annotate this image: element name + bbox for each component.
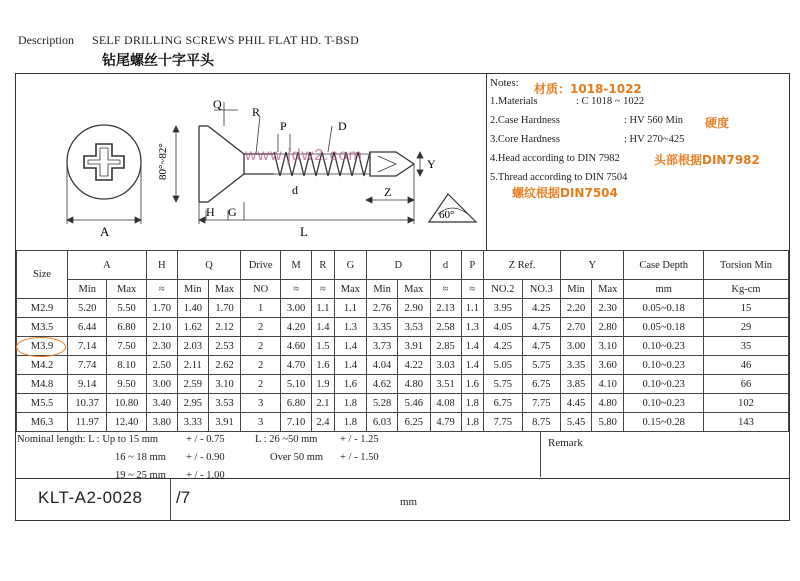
value-cell: 7.75 — [522, 394, 560, 413]
size-cell: M6.3 — [17, 413, 68, 432]
value-cell: 2.50 — [146, 356, 177, 375]
document-code: KLT-A2-0028 — [38, 488, 143, 507]
dim-l-label: L — [300, 224, 308, 239]
notes-title: Notes: — [490, 77, 519, 89]
value-cell: 4.25 — [484, 337, 522, 356]
value-cell: 2.95 — [177, 394, 208, 413]
value-cell: 4.04 — [367, 356, 398, 375]
value-cell: 2.11 — [177, 356, 208, 375]
header-r: R — [312, 251, 335, 280]
value-cell: 2.85 — [430, 337, 461, 356]
header-q: Q — [177, 251, 240, 280]
value-cell: 6.75 — [522, 375, 560, 394]
value-cell: 0.15~0.28 — [624, 413, 704, 432]
value-cell: 3.35 — [561, 356, 592, 375]
length-range-5: 19 ~ 25 mm — [115, 470, 166, 481]
tolerance-label: Nominal length: L : Up to 15 mm — [17, 434, 159, 445]
header-g: G — [334, 251, 366, 280]
value-cell: 1.9 — [312, 375, 335, 394]
value-cell: 10.80 — [107, 394, 146, 413]
subheader-cell: Min — [367, 280, 398, 299]
annotation-thread: 螺纹根据DIN7504 — [512, 186, 618, 200]
note-case-hardness: 2.Case Hardness — [490, 115, 560, 126]
length-range-4: Over 50 mm — [270, 452, 324, 463]
value-cell: 0.10~0.23 — [624, 356, 704, 375]
value-cell: 5.80 — [592, 413, 624, 432]
description-label: Description — [18, 33, 74, 47]
table-subheader-row — [17, 280, 789, 299]
value-cell: 3.10 — [592, 337, 624, 356]
value-cell: 2 — [241, 356, 281, 375]
value-cell: 2.12 — [208, 318, 240, 337]
value-cell: 2.20 — [561, 299, 592, 318]
note-case-hardness-value: : HV 560 Min — [624, 115, 684, 126]
length-range-2: L : 26 ~50 mm — [255, 434, 318, 445]
description-text: SELF DRILLING SCREWS PHIL FLAT HD. T-BSD — [92, 33, 360, 47]
dim-h-label: H — [206, 205, 215, 219]
value-cell: 10.37 — [68, 394, 107, 413]
value-cell: 2 — [241, 375, 281, 394]
value-cell: 1.6 — [461, 375, 484, 394]
subheader-cell: Min — [561, 280, 592, 299]
value-cell: 3.33 — [177, 413, 208, 432]
table-row — [17, 413, 789, 432]
value-cell: 0.10~0.23 — [624, 394, 704, 413]
subheader-cell: Max — [208, 280, 240, 299]
value-cell: 3.80 — [146, 413, 177, 432]
value-cell: 5.46 — [398, 394, 430, 413]
annotation-head: 头部根据DIN7982 — [654, 153, 760, 167]
table-row — [17, 337, 789, 356]
value-cell: 3.85 — [561, 375, 592, 394]
value-cell: 5.10 — [281, 375, 312, 394]
value-cell: 7.14 — [68, 337, 107, 356]
note-materials: 1.Materials — [490, 96, 538, 107]
value-cell: 5.20 — [68, 299, 107, 318]
value-cell: 6.44 — [68, 318, 107, 337]
header-d: D — [367, 251, 430, 280]
dim-a-label: A — [100, 224, 110, 239]
value-cell: 143 — [703, 413, 788, 432]
dim-z-label: Z — [384, 185, 392, 199]
value-cell: 1.4 — [334, 337, 366, 356]
value-cell: 4.80 — [592, 394, 624, 413]
length-range-3: 16 ~ 18 mm — [115, 452, 166, 463]
value-cell: 66 — [703, 375, 788, 394]
value-cell: 1.8 — [461, 394, 484, 413]
value-cell: 5.50 — [107, 299, 146, 318]
value-cell: 4.25 — [522, 299, 560, 318]
dim-r-label: R — [252, 105, 261, 119]
value-cell: 3.91 — [398, 337, 430, 356]
note-core-hardness-value: : HV 270~425 — [624, 134, 685, 145]
table-row — [17, 356, 789, 375]
watermark: www.jdw2.com — [245, 147, 363, 164]
size-cell: M4.2 — [17, 356, 68, 375]
value-cell: 3 — [241, 413, 281, 432]
value-cell: 3.53 — [208, 394, 240, 413]
dim-y-label: Y — [427, 157, 436, 171]
value-cell: 1.1 — [312, 299, 335, 318]
dim-g-label: G — [228, 205, 237, 219]
value-cell: 1.8 — [334, 394, 366, 413]
value-cell: 1 — [241, 299, 281, 318]
value-cell: 4.05 — [484, 318, 522, 337]
header-p: P — [461, 251, 484, 280]
value-cell: 5.75 — [522, 356, 560, 375]
value-cell: 5.75 — [484, 375, 522, 394]
tolerance-1: + / - 0.75 — [186, 434, 225, 445]
value-cell: 0.05~0.18 — [624, 299, 704, 318]
value-cell: 4.20 — [281, 318, 312, 337]
value-cell: 3 — [241, 394, 281, 413]
value-cell: 6.80 — [281, 394, 312, 413]
tip-angle-label: 60° — [439, 209, 455, 221]
table-row — [17, 394, 789, 413]
spec-table-body — [17, 299, 789, 432]
value-cell: 1.4 — [334, 356, 366, 375]
value-cell: 1.6 — [334, 375, 366, 394]
subheader-cell: NO — [241, 280, 281, 299]
value-cell: 4.79 — [430, 413, 461, 432]
value-cell: 1.5 — [312, 337, 335, 356]
subheader-cell: Min — [177, 280, 208, 299]
value-cell: 8.10 — [107, 356, 146, 375]
value-cell: 2.30 — [592, 299, 624, 318]
size-cell: M5.5 — [17, 394, 68, 413]
value-cell: 3.35 — [367, 318, 398, 337]
value-cell: 1.3 — [461, 318, 484, 337]
subheader-cell: Min — [68, 280, 107, 299]
value-cell: 2.70 — [561, 318, 592, 337]
value-cell: 2.30 — [146, 337, 177, 356]
value-cell: 3.60 — [592, 356, 624, 375]
value-cell: 4.75 — [522, 337, 560, 356]
tolerance-5: + / - 1.00 — [186, 470, 225, 481]
value-cell: 5.05 — [484, 356, 522, 375]
footer-separator — [170, 479, 171, 521]
value-cell: 1.6 — [312, 356, 335, 375]
footer-divider — [16, 478, 789, 479]
value-cell: 4.70 — [281, 356, 312, 375]
value-cell: 2.58 — [430, 318, 461, 337]
head-top-view — [67, 125, 141, 199]
value-cell: 4.75 — [522, 318, 560, 337]
value-cell: 11.97 — [68, 413, 107, 432]
value-cell: 2.53 — [208, 337, 240, 356]
subheader-cell: NO.3 — [522, 280, 560, 299]
header-y: Y — [561, 251, 624, 280]
value-cell: 7.74 — [68, 356, 107, 375]
value-cell: 3.00 — [561, 337, 592, 356]
subheader-cell: Max — [592, 280, 624, 299]
note-core-hardness: 3.Core Hardness — [490, 134, 560, 145]
value-cell: 2 — [241, 337, 281, 356]
value-cell: 6.80 — [107, 318, 146, 337]
value-cell: 1.4 — [461, 356, 484, 375]
value-cell: 12.40 — [107, 413, 146, 432]
value-cell: 4.22 — [398, 356, 430, 375]
value-cell: 35 — [703, 337, 788, 356]
value-cell: 2.90 — [398, 299, 430, 318]
head-angle-label: 80°~82° — [157, 143, 169, 180]
tolerance-3: + / - 0.90 — [186, 452, 225, 463]
subheader-cell: mm — [624, 280, 704, 299]
table-row — [17, 299, 789, 318]
value-cell: 9.50 — [107, 375, 146, 394]
remark-label: Remark — [548, 437, 583, 449]
unit-label: mm — [400, 496, 418, 508]
value-cell: 3.00 — [146, 375, 177, 394]
value-cell: 1.3 — [334, 318, 366, 337]
value-cell: 3.95 — [484, 299, 522, 318]
value-cell: 3.73 — [367, 337, 398, 356]
chinese-title: 钻尾螺丝十字平头 — [102, 53, 214, 69]
value-cell: 2.76 — [367, 299, 398, 318]
note-materials-value: : C 1018 ~ 1022 — [576, 96, 645, 107]
size-cell: M2.9 — [17, 299, 68, 318]
header-drive: Drive — [241, 251, 281, 280]
value-cell: 1.4 — [312, 318, 335, 337]
value-cell: 1.4 — [461, 337, 484, 356]
value-cell: 3.51 — [430, 375, 461, 394]
value-cell: 3.53 — [398, 318, 430, 337]
value-cell: 9.14 — [68, 375, 107, 394]
value-cell: 3.40 — [146, 394, 177, 413]
subheader-cell: Max — [334, 280, 366, 299]
value-cell: 5.28 — [367, 394, 398, 413]
value-cell: 3.00 — [281, 299, 312, 318]
value-cell: 2.59 — [177, 375, 208, 394]
size-cell: M3.9 — [17, 337, 68, 356]
value-cell: 1.70 — [146, 299, 177, 318]
note-head: 4.Head according to DIN 7982 — [490, 153, 620, 164]
value-cell: 6.75 — [484, 394, 522, 413]
value-cell: 3.10 — [208, 375, 240, 394]
value-cell: 0.10~0.23 — [624, 337, 704, 356]
tolerance-4: + / - 1.50 — [340, 452, 379, 463]
value-cell: 2.4 — [312, 413, 335, 432]
value-cell: 7.10 — [281, 413, 312, 432]
value-cell: 2.13 — [430, 299, 461, 318]
subheader-cell: ≈ — [430, 280, 461, 299]
subheader-cell: Max — [107, 280, 146, 299]
value-cell: 0.10~0.23 — [624, 375, 704, 394]
value-cell: 4.62 — [367, 375, 398, 394]
value-cell: 2.03 — [177, 337, 208, 356]
value-cell: 1.1 — [461, 299, 484, 318]
value-cell: 1.8 — [461, 413, 484, 432]
annotation-hardness: 硬度 — [705, 116, 730, 130]
size-cell: M3.5 — [17, 318, 68, 337]
value-cell: 4.08 — [430, 394, 461, 413]
value-cell: 3.03 — [430, 356, 461, 375]
value-cell: 29 — [703, 318, 788, 337]
dim-d-small-label: d — [292, 183, 298, 197]
header-z-ref: Z Ref. — [484, 251, 561, 280]
subheader-cell: ≈ — [461, 280, 484, 299]
subheader-cell: ≈ — [146, 280, 177, 299]
value-cell: 46 — [703, 356, 788, 375]
header-size: Size — [17, 251, 68, 299]
page-number: /7 — [176, 488, 191, 507]
value-cell: 8.75 — [522, 413, 560, 432]
header-a: A — [68, 251, 147, 280]
value-cell: 15 — [703, 299, 788, 318]
value-cell: 6.25 — [398, 413, 430, 432]
value-cell: 102 — [703, 394, 788, 413]
value-cell: 5.45 — [561, 413, 592, 432]
value-cell: 7.50 — [107, 337, 146, 356]
value-cell: 4.10 — [592, 375, 624, 394]
header-d-small: d — [430, 251, 461, 280]
tolerance-2: + / - 1.25 — [340, 434, 379, 445]
subheader-cell: Kg-cm — [703, 280, 788, 299]
value-cell: 2.62 — [208, 356, 240, 375]
value-cell: 2.1 — [312, 394, 335, 413]
value-cell: 3.91 — [208, 413, 240, 432]
note-thread: 5.Thread according to DIN 7504 — [490, 172, 628, 183]
spec-table — [16, 250, 789, 432]
value-cell: 4.80 — [398, 375, 430, 394]
dim-q-label: Q — [213, 97, 222, 111]
value-cell: 1.62 — [177, 318, 208, 337]
value-cell: 1.40 — [177, 299, 208, 318]
value-cell: 1.8 — [334, 413, 366, 432]
value-cell: 4.60 — [281, 337, 312, 356]
subheader-cell: ≈ — [312, 280, 335, 299]
dim-p-label: P — [280, 119, 287, 133]
value-cell: 2.80 — [592, 318, 624, 337]
value-cell: 7.75 — [484, 413, 522, 432]
header-h: H — [146, 251, 177, 280]
highlight-circle-m3-9 — [16, 337, 66, 357]
subheader-cell: ≈ — [281, 280, 312, 299]
value-cell: 1.1 — [334, 299, 366, 318]
value-cell: 1.70 — [208, 299, 240, 318]
annotation-material: 材质：1018-1022 — [534, 82, 642, 96]
table-row — [17, 318, 789, 337]
subheader-cell: NO.2 — [484, 280, 522, 299]
value-cell: 4.45 — [561, 394, 592, 413]
value-cell: 2 — [241, 318, 281, 337]
table-row — [17, 375, 789, 394]
dim-d-label: D — [338, 119, 347, 133]
header-case-depth: Case Depth — [624, 251, 704, 280]
size-cell: M4.8 — [17, 375, 68, 394]
value-cell: 2.10 — [146, 318, 177, 337]
value-cell: 6.03 — [367, 413, 398, 432]
header-torsion: Torsion Min — [703, 251, 788, 280]
header-m: M — [281, 251, 312, 280]
value-cell: 0.05~0.18 — [624, 318, 704, 337]
subheader-cell: Max — [398, 280, 430, 299]
table-group-header-row — [17, 251, 789, 280]
